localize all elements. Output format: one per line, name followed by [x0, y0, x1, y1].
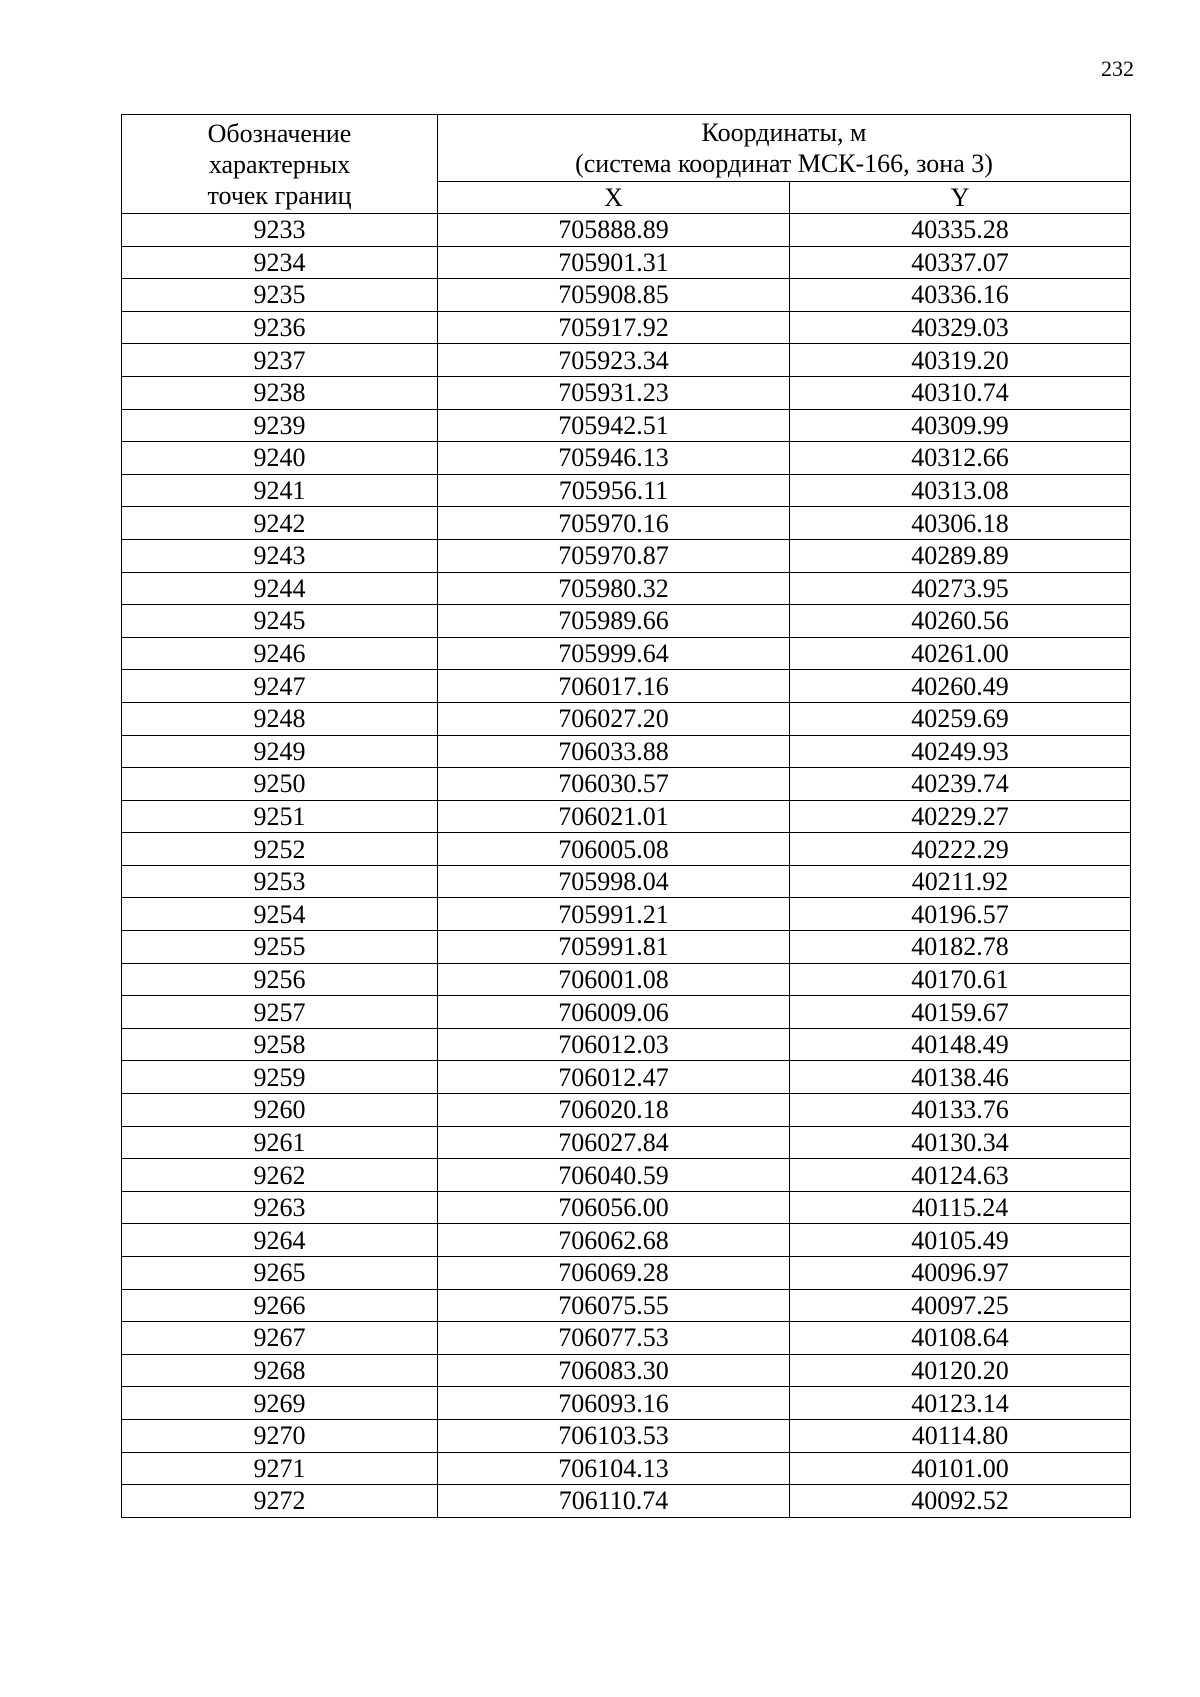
y-coordinate-cell: 40133.76: [790, 1094, 1131, 1127]
coordinates-header-line-1: Координаты, м: [701, 118, 867, 147]
table-row: [122, 1126, 1131, 1159]
point-cell: 9235: [122, 279, 438, 312]
point-cell: 9239: [122, 409, 438, 442]
x-column-header: X: [438, 182, 790, 214]
x-coordinate-cell: 706103.53: [438, 1419, 790, 1452]
point-cell: 9255: [122, 931, 438, 964]
table-row: [122, 539, 1131, 572]
x-coordinate-cell: 706012.03: [438, 1028, 790, 1061]
table-row: [122, 605, 1131, 638]
y-coordinate-cell: 40336.16: [790, 279, 1131, 312]
x-coordinate-cell: 705998.04: [438, 865, 790, 898]
point-cell: 9261: [122, 1126, 438, 1159]
x-coordinate-cell: 705888.89: [438, 214, 790, 247]
table-row: [122, 1289, 1131, 1322]
point-cell: 9257: [122, 996, 438, 1029]
table-row: [122, 1191, 1131, 1224]
y-coordinate-cell: 40148.49: [790, 1028, 1131, 1061]
y-coordinate-cell: 40319.20: [790, 344, 1131, 377]
point-cell: 9248: [122, 702, 438, 735]
x-coordinate-cell: 706040.59: [438, 1159, 790, 1192]
point-cell: 9265: [122, 1257, 438, 1290]
x-coordinate-cell: 706021.01: [438, 800, 790, 833]
x-coordinate-cell: 706083.30: [438, 1354, 790, 1387]
point-cell: 9244: [122, 572, 438, 605]
y-coordinate-cell: 40260.56: [790, 605, 1131, 638]
table-row: [122, 1322, 1131, 1355]
table-row: [122, 1485, 1131, 1518]
table-row: [122, 1387, 1131, 1420]
table-row: [122, 442, 1131, 475]
table-body: [122, 214, 1131, 1518]
coordinates-header-line-2: (система координат МСК-166, зона 3): [575, 149, 993, 178]
point-cell: 9264: [122, 1224, 438, 1257]
y-coordinate-cell: 40101.00: [790, 1452, 1131, 1485]
x-coordinate-cell: 706069.28: [438, 1257, 790, 1290]
point-header-line-1: Обозначение: [207, 118, 352, 148]
point-cell: 9234: [122, 246, 438, 279]
y-coordinate-cell: 40289.89: [790, 539, 1131, 572]
point-cell: 9256: [122, 963, 438, 996]
x-coordinate-cell: 706005.08: [438, 833, 790, 866]
x-coordinate-cell: 706093.16: [438, 1387, 790, 1420]
x-coordinate-cell: 706009.06: [438, 996, 790, 1029]
x-coordinate-cell: 706027.20: [438, 702, 790, 735]
table-row: [122, 572, 1131, 605]
table-row: [122, 246, 1131, 279]
y-coordinate-cell: 40222.29: [790, 833, 1131, 866]
y-coordinate-cell: 40329.03: [790, 311, 1131, 344]
y-coordinate-cell: 40170.61: [790, 963, 1131, 996]
y-coordinate-cell: 40211.92: [790, 865, 1131, 898]
point-cell: 9258: [122, 1028, 438, 1061]
table-row: [122, 637, 1131, 670]
point-cell: 9249: [122, 735, 438, 768]
table-row: [122, 507, 1131, 540]
point-cell: 9238: [122, 376, 438, 409]
y-coordinate-cell: 40096.97: [790, 1257, 1131, 1290]
table-row: [122, 996, 1131, 1029]
y-column-header: Y: [790, 182, 1131, 214]
y-coordinate-cell: 40310.74: [790, 376, 1131, 409]
point-cell: 9253: [122, 865, 438, 898]
point-designation-header: [122, 115, 438, 214]
table-row: [122, 1419, 1131, 1452]
table-row: [122, 214, 1131, 247]
table-row: [122, 1028, 1131, 1061]
y-coordinate-cell: 40273.95: [790, 572, 1131, 605]
y-coordinate-cell: 40123.14: [790, 1387, 1131, 1420]
y-coordinate-cell: 40124.63: [790, 1159, 1131, 1192]
x-coordinate-cell: 705989.66: [438, 605, 790, 638]
x-coordinate-cell: 706017.16: [438, 670, 790, 703]
coordinates-table: [121, 114, 1131, 1518]
table-row: [122, 1354, 1131, 1387]
x-coordinate-cell: 705917.92: [438, 311, 790, 344]
point-cell: 9262: [122, 1159, 438, 1192]
point-header-line-2: характерных: [208, 149, 351, 179]
y-coordinate-cell: 40130.34: [790, 1126, 1131, 1159]
point-cell: 9247: [122, 670, 438, 703]
x-coordinate-cell: 705946.13: [438, 442, 790, 475]
page-number: 232: [1101, 56, 1134, 81]
x-coordinate-cell: 705991.81: [438, 931, 790, 964]
y-coordinate-cell: 40114.80: [790, 1419, 1131, 1452]
table-row: [122, 409, 1131, 442]
x-coordinate-cell: 705901.31: [438, 246, 790, 279]
x-coordinate-cell: 706075.55: [438, 1289, 790, 1322]
x-coordinate-cell: 705991.21: [438, 898, 790, 931]
table-header: [122, 115, 1131, 214]
table-row: [122, 670, 1131, 703]
point-cell: 9272: [122, 1485, 438, 1518]
table-row: [122, 1257, 1131, 1290]
table-row: [122, 376, 1131, 409]
table-row: [122, 865, 1131, 898]
x-coordinate-cell: 706027.84: [438, 1126, 790, 1159]
x-coordinate-cell: 706077.53: [438, 1322, 790, 1355]
x-coordinate-cell: 706110.74: [438, 1485, 790, 1518]
y-coordinate-cell: 40159.67: [790, 996, 1131, 1029]
table-row: [122, 279, 1131, 312]
y-coordinate-cell: 40229.27: [790, 800, 1131, 833]
point-cell: 9241: [122, 474, 438, 507]
table-row: [122, 702, 1131, 735]
table-row: [122, 931, 1131, 964]
y-coordinate-cell: 40097.25: [790, 1289, 1131, 1322]
x-coordinate-cell: 705923.34: [438, 344, 790, 377]
y-coordinate-cell: 40120.20: [790, 1354, 1131, 1387]
point-cell: 9259: [122, 1061, 438, 1094]
y-coordinate-cell: 40261.00: [790, 637, 1131, 670]
point-cell: 9268: [122, 1354, 438, 1387]
coordinates-header: [438, 115, 1131, 182]
x-coordinate-cell: 705999.64: [438, 637, 790, 670]
y-coordinate-cell: 40108.64: [790, 1322, 1131, 1355]
x-coordinate-cell: 706056.00: [438, 1191, 790, 1224]
point-cell: 9269: [122, 1387, 438, 1420]
x-coordinate-cell: 705970.16: [438, 507, 790, 540]
table-row: [122, 768, 1131, 801]
y-coordinate-cell: 40105.49: [790, 1224, 1131, 1257]
table-row: [122, 474, 1131, 507]
x-coordinate-cell: 706020.18: [438, 1094, 790, 1127]
table-row: [122, 898, 1131, 931]
y-coordinate-cell: 40196.57: [790, 898, 1131, 931]
y-coordinate-cell: 40259.69: [790, 702, 1131, 735]
y-coordinate-cell: 40313.08: [790, 474, 1131, 507]
point-cell: 9240: [122, 442, 438, 475]
x-coordinate-cell: 706062.68: [438, 1224, 790, 1257]
table-row: [122, 1224, 1131, 1257]
point-cell: 9242: [122, 507, 438, 540]
x-coordinate-cell: 706030.57: [438, 768, 790, 801]
table-row: [122, 833, 1131, 866]
table-row: [122, 344, 1131, 377]
table-row: [122, 735, 1131, 768]
point-cell: 9243: [122, 539, 438, 572]
y-coordinate-cell: 40239.74: [790, 768, 1131, 801]
table-row: [122, 1061, 1131, 1094]
y-coordinate-cell: 40092.52: [790, 1485, 1131, 1518]
y-coordinate-cell: 40182.78: [790, 931, 1131, 964]
x-coordinate-cell: 705970.87: [438, 539, 790, 572]
point-cell: 9260: [122, 1094, 438, 1127]
x-coordinate-cell: 706012.47: [438, 1061, 790, 1094]
y-coordinate-cell: 40249.93: [790, 735, 1131, 768]
point-cell: 9251: [122, 800, 438, 833]
y-coordinate-cell: 40309.99: [790, 409, 1131, 442]
point-cell: 9233: [122, 214, 438, 247]
x-coordinate-cell: 705956.11: [438, 474, 790, 507]
point-cell: 9270: [122, 1419, 438, 1452]
x-coordinate-cell: 705942.51: [438, 409, 790, 442]
table-row: [122, 963, 1131, 996]
table-row: [122, 311, 1131, 344]
point-cell: 9246: [122, 637, 438, 670]
x-coordinate-cell: 705908.85: [438, 279, 790, 312]
x-coordinate-cell: 706033.88: [438, 735, 790, 768]
x-coordinate-cell: 706104.13: [438, 1452, 790, 1485]
table-row: [122, 1452, 1131, 1485]
point-cell: 9267: [122, 1322, 438, 1355]
y-coordinate-cell: 40115.24: [790, 1191, 1131, 1224]
table-row: [122, 1159, 1131, 1192]
y-coordinate-cell: 40335.28: [790, 214, 1131, 247]
x-coordinate-cell: 705980.32: [438, 572, 790, 605]
y-coordinate-cell: 40138.46: [790, 1061, 1131, 1094]
point-cell: 9254: [122, 898, 438, 931]
point-cell: 9250: [122, 768, 438, 801]
point-cell: 9263: [122, 1191, 438, 1224]
x-coordinate-cell: 705931.23: [438, 376, 790, 409]
y-coordinate-cell: 40337.07: [790, 246, 1131, 279]
point-cell: 9237: [122, 344, 438, 377]
table-row: [122, 1094, 1131, 1127]
x-coordinate-cell: 706001.08: [438, 963, 790, 996]
point-cell: 9271: [122, 1452, 438, 1485]
point-cell: 9266: [122, 1289, 438, 1322]
y-coordinate-cell: 40260.49: [790, 670, 1131, 703]
y-coordinate-cell: 40312.66: [790, 442, 1131, 475]
point-cell: 9252: [122, 833, 438, 866]
y-coordinate-cell: 40306.18: [790, 507, 1131, 540]
point-header-line-3: точек границ: [207, 180, 352, 210]
table-row: [122, 800, 1131, 833]
point-cell: 9236: [122, 311, 438, 344]
point-cell: 9245: [122, 605, 438, 638]
